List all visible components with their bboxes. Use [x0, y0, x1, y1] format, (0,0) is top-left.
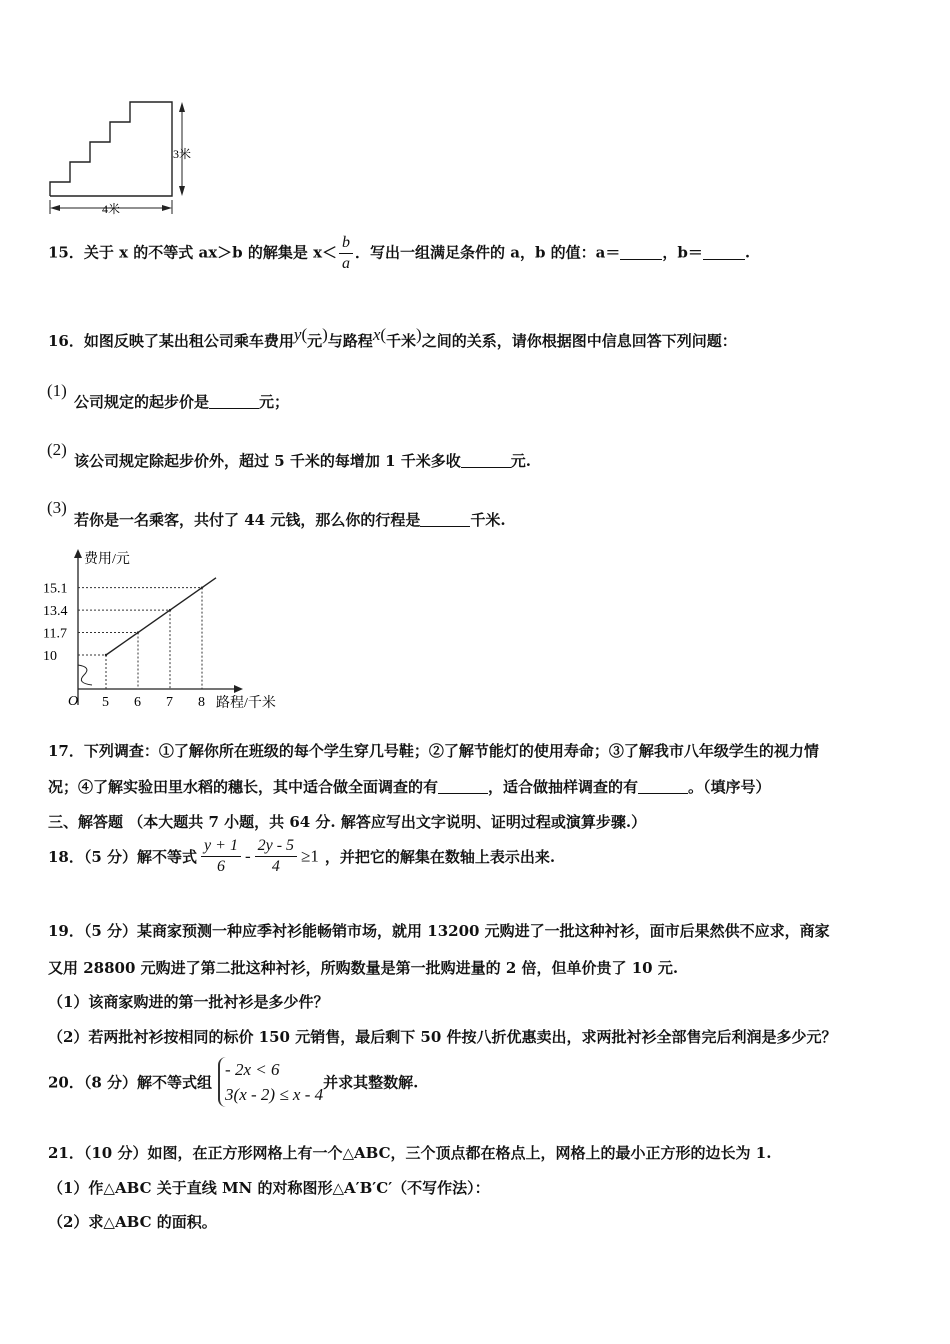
- q19-sub1: （1）该商家购进的第一批衬衫是多少件？: [48, 993, 329, 1011]
- q16-prefix: 16．如图反映了某出租公司乘车费用: [48, 332, 294, 350]
- q18-f1-den: 6: [217, 858, 225, 875]
- q15-blank-b: [703, 245, 745, 260]
- width-label: 4米: [102, 202, 121, 216]
- q16-x-var: x: [372, 325, 381, 344]
- q16-part1-text: 公司规定的起步价是: [74, 393, 210, 411]
- q18-fraction-1: [201, 836, 241, 877]
- section-3-title: 三、解答题 （本大题共 7 小题，共 64 分. 解答应写出文字说明、证明过程或演算步骤.）: [48, 813, 647, 831]
- q18-minus: -: [244, 846, 251, 866]
- question-19-sub1: [48, 991, 328, 1012]
- y-axis-arrow: [74, 549, 82, 558]
- question-21-sub1: [48, 1177, 490, 1198]
- width-arrow-right: [162, 205, 172, 211]
- question-17-line1: [48, 740, 819, 761]
- chart-plot-area: [43, 578, 216, 710]
- q18-f2-den: 4: [271, 858, 280, 875]
- q16-part2-text: 该公司规定除起步价外，超过 5 千米的每增加 1 千米多收: [74, 452, 461, 470]
- question-19-line1: [48, 920, 830, 941]
- y-axis-label: 费用/元: [84, 552, 130, 567]
- q16-part3-text: 若你是一名乘客，共付了 44 元钱，那么你的行程是: [74, 511, 421, 529]
- q16-y-open-paren: (: [301, 325, 308, 344]
- q19-sub2: （2）若两批衬衫按相同的标价 150 元销售，最后剩下 50 件按八折优惠卖出，求两批衬衫全部售完后利润是多少元？: [48, 1028, 837, 1046]
- y-tick-label-1: 11.7: [43, 626, 67, 642]
- q15-middle: ．写出一组满足条件的 a，b 的值：a＝: [355, 243, 621, 262]
- q16-suffix: 之间的关系，请你根据图中信息回答下列问题：: [421, 332, 737, 350]
- q21-line1: 21．（10 分）如图，在正方形网格上有一个△ABC，三个顶点都在格点上，网格上的最小正方形的边长为 1.: [48, 1144, 772, 1162]
- q16-part1: [74, 391, 289, 412]
- y-tick-label-0: 10: [43, 649, 57, 664]
- q16-part2-number: (2): [47, 440, 67, 459]
- height-label: 3米: [173, 147, 192, 161]
- q16-y-var: y: [293, 325, 302, 344]
- q21-sub1: （1）作△ABC 关于直线 MN 的对称图形△A′B′C′（不写作法）：: [48, 1179, 490, 1197]
- q16-part1-after: 元；: [259, 393, 290, 411]
- q18-suffix: ，并把它的解集在数轴上表示出来.: [324, 848, 556, 866]
- y-tick-label-2: 13.4: [43, 604, 68, 620]
- q16-part3-blank: [420, 512, 470, 527]
- q19-line2: 又用 28800 元购进了第二批这种衬衫，所购数量是第一批购进量的 2 倍，但单价贵了 10 元.: [48, 959, 679, 977]
- q16-part2: [74, 450, 531, 471]
- question-19-line2: [48, 957, 678, 978]
- x-tick-label-1: 6: [134, 695, 141, 710]
- x-tick-label-3: 8: [198, 695, 205, 710]
- q17-line1: 17．下列调查：①了解你所在班级的每个学生穿几号鞋；②了解节能灯的使用寿命；③了解我市八年级学生的视力情: [48, 742, 819, 760]
- q16-part1-blank: [209, 394, 259, 409]
- q20-suffix: 并求其整数解.: [323, 1073, 419, 1092]
- origin-label: O: [68, 694, 79, 709]
- y-tick-label-3: 15.1: [43, 581, 68, 597]
- q15-b-label: ，b＝: [662, 243, 703, 262]
- question-19-sub2: [48, 1026, 837, 1047]
- question-16: [48, 325, 737, 351]
- q17-line2-b: ，适合做抽样调查的有: [488, 778, 639, 796]
- question-18: [48, 836, 555, 877]
- q20-eq1: - 2x < 6: [225, 1060, 280, 1079]
- q17-line2-c: 。（填序号）: [688, 778, 771, 796]
- q15-end: .: [744, 243, 751, 262]
- q16-part1-number: (1): [47, 381, 67, 400]
- q16-y-unit: 元: [307, 332, 323, 350]
- q18-f1-num: y + 1: [201, 836, 241, 857]
- q15-frac-num: b: [339, 233, 353, 254]
- q19-line1: 19．（5 分）某商家预测一种应季衬衫能畅销市场，就用 13200 元购进了一批这种衬衫，面市后果然供不应求，商家: [48, 922, 830, 940]
- axis-break-mark: [78, 665, 92, 685]
- q15-frac-den: a: [342, 255, 351, 272]
- stairs-figure: [40, 96, 210, 222]
- x-tick-label-0: 5: [102, 695, 109, 710]
- q16-x-close-paren: ): [416, 325, 422, 344]
- q18-f2-num: 2y - 5: [255, 836, 297, 857]
- q20-inequality-system: [218, 1057, 323, 1107]
- q16-part2-after: 元.: [510, 452, 531, 470]
- x-tick-label-2: 7: [166, 695, 173, 710]
- section-3-heading: [48, 811, 646, 832]
- fare-series-line: [106, 578, 216, 655]
- q15-blank-a: [620, 245, 662, 260]
- stairs-outline: [50, 102, 172, 196]
- q15-fraction: [339, 233, 353, 274]
- q16-part2-blank: [461, 453, 511, 468]
- q15-prefix: 15．关于 x 的不等式 ax＞b 的解集是 x＜: [48, 243, 338, 262]
- q16-y-close-paren: ): [322, 325, 328, 344]
- fare-chart: [40, 545, 300, 715]
- q20-eq2: 3(x - 2) ≤ x - 4: [225, 1085, 324, 1104]
- q17-line2-a: 况；④了解实验田里水稻的穗长，其中适合做全面调查的有: [48, 778, 439, 796]
- q16-x-unit: 千米: [386, 332, 417, 350]
- question-15: [48, 233, 750, 274]
- question-20: [48, 1057, 418, 1107]
- x-axis-label: 路程/千米: [216, 696, 276, 711]
- question-17-line2: [48, 776, 771, 797]
- q20-prefix: 20．（8 分）解不等式组: [48, 1073, 213, 1092]
- q21-sub2: （2）求△ABC 的面积。: [48, 1213, 217, 1231]
- q18-relation: ≥1: [301, 846, 319, 866]
- q17-blank-sample-survey: [638, 779, 688, 794]
- question-21-line1: [48, 1142, 771, 1163]
- height-arrow-bottom: [179, 186, 185, 196]
- x-axis-arrow: [234, 685, 243, 693]
- question-21-sub2: [48, 1211, 217, 1232]
- q16-connector: 与路程: [327, 332, 373, 350]
- q16-part3: [74, 509, 506, 530]
- q16-x-open-paren: (: [380, 325, 387, 344]
- q18-fraction-2: [255, 836, 297, 877]
- q18-prefix: 18．（5 分）解不等式: [48, 848, 198, 866]
- q17-blank-full-survey: [438, 779, 488, 794]
- q16-part3-number: (3): [47, 498, 67, 517]
- q16-part3-after: 千米.: [470, 511, 506, 529]
- width-arrow-left: [50, 205, 60, 211]
- height-arrow-top: [179, 102, 185, 112]
